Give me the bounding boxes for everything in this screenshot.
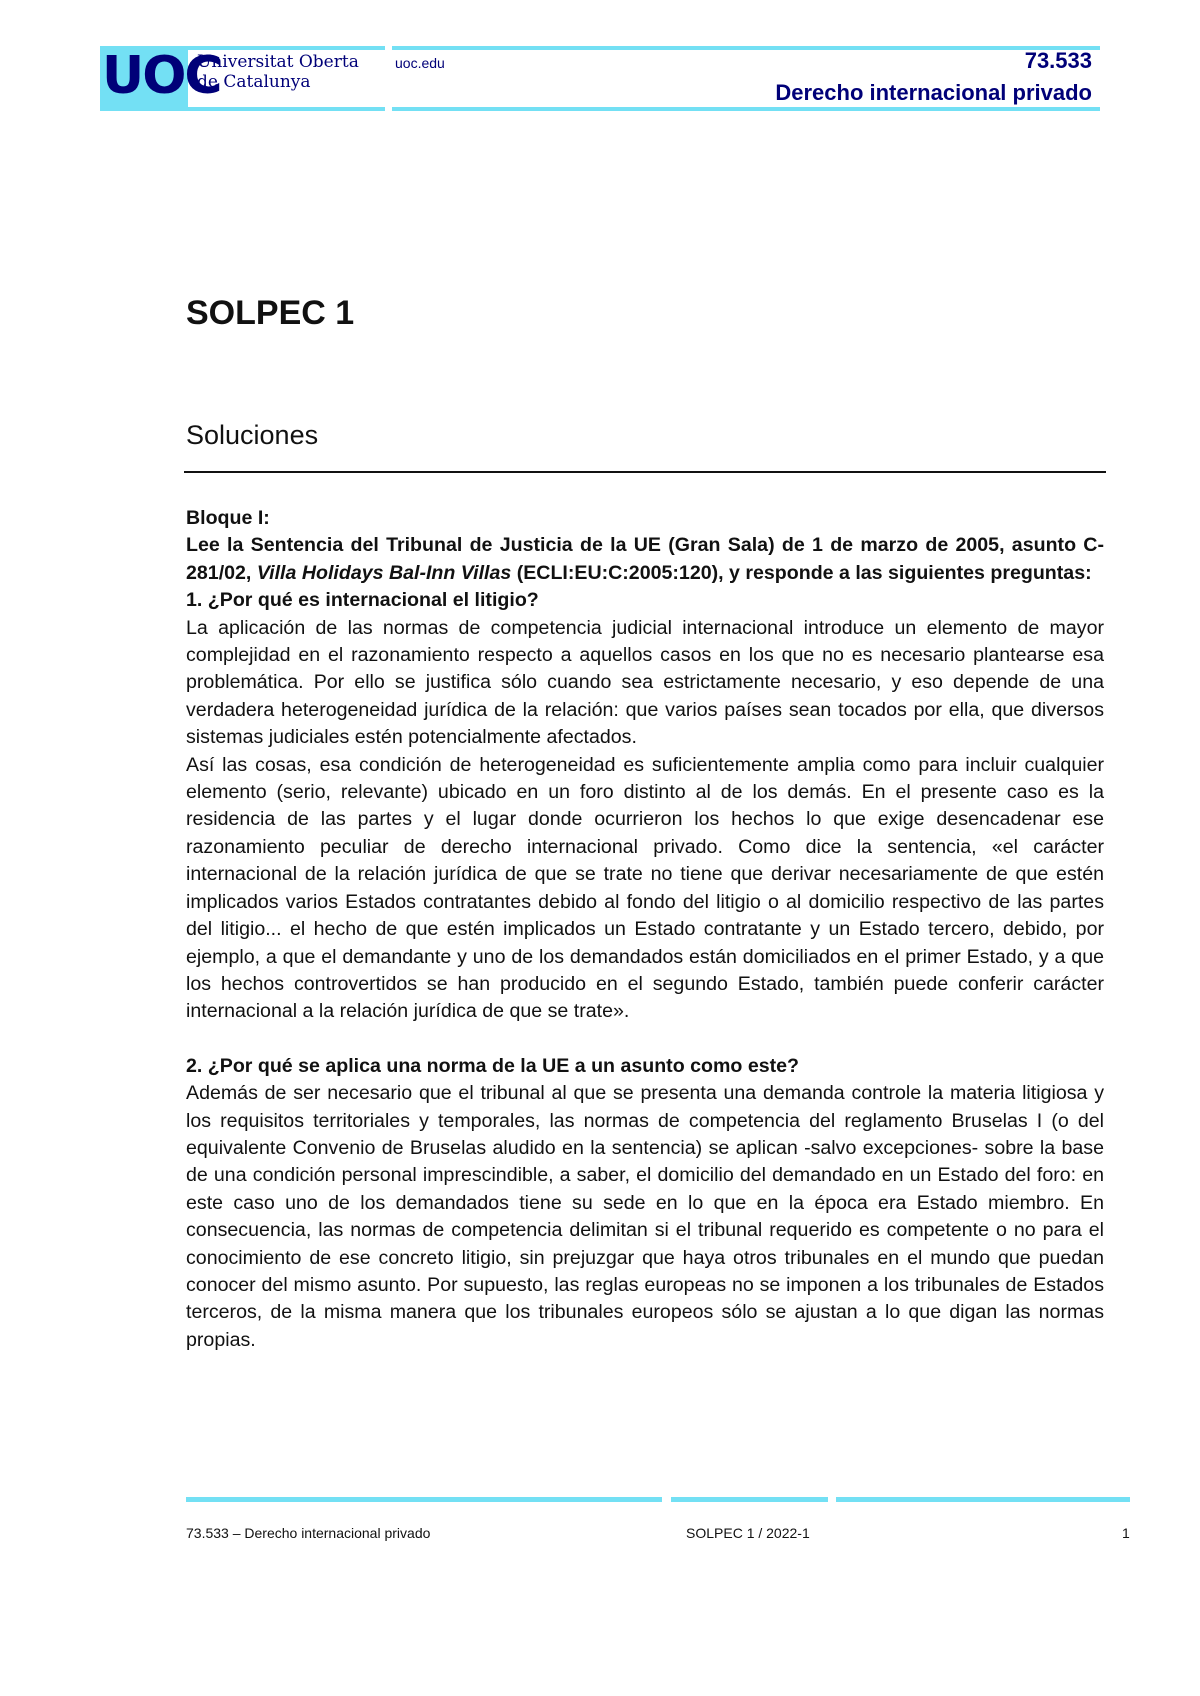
uoc-logo-text: UOC [102, 46, 221, 106]
footer-rule-right [836, 1497, 1130, 1502]
answer-1-paragraph-1: La aplicación de las normas de competencia judicial internacional introduce un elemento de mayor complejidad en el razonamiento respecto a aquellos casos en los que no es necesario plantearse esa problemática. Por ello se justifica sólo cuando sea estrictamente necesario, y eso depende de una verdadera heterogeneidad jurídica de la relación: que varios países sean tocados por ella, que diversos sistemas judiciales estén potencialmente afectados. [186, 616, 1104, 749]
block-heading: Bloque I: [186, 507, 270, 529]
course-code: 73.533 [1024, 48, 1092, 73]
document-subtitle: Soluciones [186, 420, 319, 450]
instruction-part-2: (ECLI:EU:C:2005:120), y responde a las siguientes preguntas: [511, 561, 1092, 584]
header-rule-bottom-left [100, 107, 385, 111]
question-1: 1. ¿Por qué es internacional el litigio? [186, 589, 539, 612]
answer-2-paragraph-1: Además de ser necesario que el tribunal al que se presenta una demanda controle la materia litigiosa y los requisitos territoriales y temporales, las normas de competencia del reglamento Bruselas I (o del equivalente Convenio de Bruselas aludido en la sentencia) se aplican -salvo excepciones- sobre la base de una condición personal imprescindible, a saber, el domicilio del demandado en un Estado del foro: en este caso uno de los demandados tiene su sede en lo que en la época era Estado miembro. En consecuencia, las normas de competencia delimitan si el tribunal requerido es competente o no para el conocimiento de ese concreto litigio, sin prejuzgar que haya otros tribunales en el mundo que puedan conocer del mismo asunto. Por supuesto, las reglas europeas no se imponen a los tribunales de Estados terceros, de la misma manera que los tribunales europeos sólo se ajustan a lo que digan las normas propias. [186, 1082, 1104, 1351]
instruction-part-1: Lee la Sentencia del Tribunal de Justicia de la UE (Gran Sala) de 1 de marzo de 2005, asunto C-281/02, [186, 534, 1104, 584]
footer-course: 73.533 – Derecho internacional privado [186, 1525, 431, 1541]
instruction-case-name: Villa Holidays Bal-Inn Villas [256, 561, 512, 584]
document-title: SOLPEC 1 [186, 294, 355, 332]
university-name-line2: de Catalunya [197, 72, 311, 92]
paragraph-gap [186, 1026, 1104, 1053]
university-name [197, 52, 359, 92]
header-rule-bottom-right [392, 107, 1100, 111]
header-rule-top-right [392, 46, 1100, 50]
title-divider [184, 471, 1106, 473]
university-name-line1: Universitat Oberta [197, 52, 359, 72]
question-2: 2. ¿Por qué se aplica una norma de la UE a un asunto como este? [186, 1054, 800, 1077]
document-body [186, 505, 1104, 1354]
footer-rule-middle [671, 1497, 828, 1502]
uoc-logo [100, 46, 221, 107]
footer-rule-left [186, 1497, 662, 1502]
university-url[interactable]: uoc.edu [395, 55, 445, 71]
page-number: 1 [1122, 1525, 1130, 1541]
answer-1-paragraph-2: Así las cosas, esa condición de heterogeneidad es suficientemente amplia como para incluir cualquier elemento (serio, relevante) ubicado en un foro distinto al de los demás. En el presente caso es la residencia de las partes y el lugar donde ocurrieron los hechos lo que exige desencadenar ese razonamiento peculiar de derecho internacional privado. Como dice la sentencia, «el carácter internacional de la relación jurídica de que se trate no tiene que derivar necesariamente de que estén implicados varios Estados contratantes debido al fondo del litigio o al domicilio respectivo de las partes del litigio... el hecho de que estén implicados un Estado contratante y un Estado tercero, debido, por ejemplo, a que el demandante y uno de los demandados están domiciliados en el primer Estado, y a que los hechos controvertidos se han producido en el segundo Estado, también puede conferir carácter internacional a la relación jurídica de que se trate». [186, 753, 1104, 1023]
course-name: Derecho internacional privado [775, 80, 1092, 105]
block-instruction [186, 532, 1104, 587]
footer-document-id: SOLPEC 1 / 2022-1 [686, 1525, 810, 1541]
